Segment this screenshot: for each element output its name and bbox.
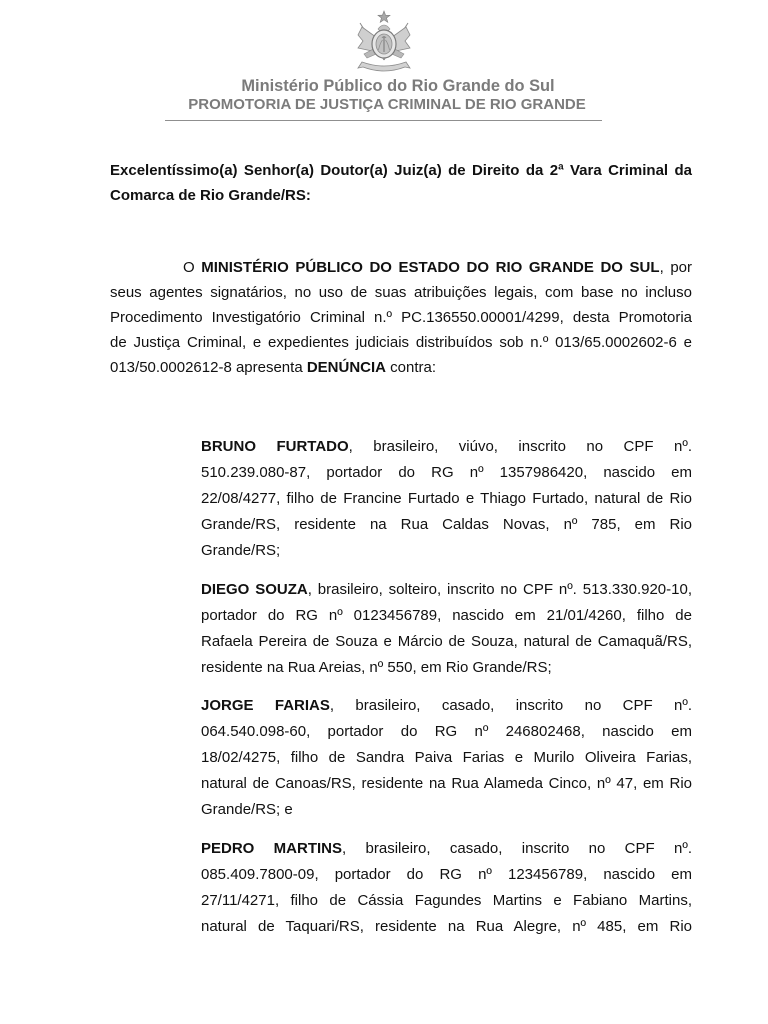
- court-address: [110, 158, 692, 208]
- defendant-paragraph: [201, 836, 692, 940]
- defendant-line: [201, 836, 692, 862]
- address-line: Excelentíssimo(a) Senhor(a) Doutor(a) Juiz(a) de Direito da 2ª Vara Criminal da: [110, 162, 692, 179]
- defendant-line: [201, 693, 692, 719]
- intro-line: [110, 255, 692, 280]
- intro-line: [110, 355, 692, 380]
- defendant-line: 510.239.080-87, portador do RG nº 1357986420, nascido em: [201, 464, 692, 481]
- defendant-name: BRUNO FURTADO: [201, 438, 349, 455]
- defendant-name: DIEGO SOUZA: [201, 580, 308, 598]
- defendant-line: [201, 434, 692, 460]
- defendant-line: Grande/RS;: [201, 542, 281, 559]
- intro-text: 013/50.0002612-8 apresenta: [110, 359, 307, 376]
- intro-text: , por: [659, 259, 693, 276]
- intro-line: de Justiça Criminal, e expedientes judiciais distribuídos sob n.º 013/65.0002602-6 e: [110, 334, 692, 351]
- defendant-line: portador do RG nº 0123456789, nascido em 21/01/4260, filho de: [201, 606, 692, 624]
- defendant-text: , brasileiro, solteiro, inscrito no CPF nº. 513.330.920-10,: [307, 580, 692, 598]
- defendant-line: 22/08/4277, filho de Francine Furtado e Thiago Furtado, natural de Rio: [201, 490, 692, 507]
- intro-paragraph: [110, 255, 692, 380]
- emblem-star: [378, 11, 390, 31]
- defendant-line: [201, 577, 692, 603]
- defendant-text: , brasileiro, casado, inscrito no CPF nº.: [329, 697, 693, 714]
- prosecutor-entity: MINISTÉRIO PÚBLICO DO ESTADO DO RIO GRANDE DO SUL: [201, 259, 660, 276]
- header-divider: [165, 120, 602, 121]
- address-line: Comarca de Rio Grande/RS:: [110, 187, 311, 204]
- defendant-paragraph: [201, 577, 692, 681]
- defendant-line: 18/02/4275, filho de Sandra Paiva Farias e Murilo Oliveira Farias,: [201, 749, 692, 766]
- denuncia-keyword: DENÚNCIA: [306, 359, 387, 376]
- defendants-list: [201, 434, 692, 952]
- defendant-line: 085.409.7800-09, portador do RG nº 123456789, nascido em: [201, 865, 692, 883]
- defendant-line: residente na Rua Areias, nº 550, em Rio Grande/RS;: [201, 658, 552, 676]
- defendant-line: Grande/RS; e: [201, 801, 293, 818]
- institution-name: Ministério Público do Rio Grande do Sul: [241, 77, 555, 95]
- department-name: PROMOTORIA DE JUSTIÇA CRIMINAL DE RIO GRANDE: [188, 96, 586, 113]
- defendant-paragraph: [201, 434, 692, 564]
- intro-line: Procedimento Investigatório Criminal n.º PC.136550.00001/4299, desta Promotoria: [110, 309, 692, 326]
- coat-of-arms-emblem: [355, 10, 413, 74]
- defendant-line: natural de Taquari/RS, residente na Rua Alegre, nº 485, em Rio: [201, 917, 692, 935]
- emblem-shield: [372, 30, 396, 58]
- defendant-name: PEDRO MARTINS: [201, 839, 343, 857]
- defendant-line: Rafaela Pereira de Souza e Márcio de Souza, natural de Camaquã/RS,: [201, 632, 692, 650]
- defendant-line: Grande/RS, residente na Rua Caldas Novas, nº 785, em Rio: [201, 516, 692, 533]
- defendant-line: natural de Canoas/RS, residente na Rua Alameda Cinco, nº 47, em Rio: [201, 775, 692, 792]
- defendant-paragraph: [201, 693, 692, 823]
- intro-line: seus agentes signatários, no uso de suas atribuições legais, com base no incluso: [110, 284, 692, 301]
- intro-text: contra:: [386, 359, 437, 376]
- defendant-line: 27/11/4271, filho de Cássia Fagundes Martins e Fabiano Martins,: [201, 891, 692, 909]
- emblem-ribbon: [358, 62, 410, 71]
- intro-text: O: [183, 259, 202, 276]
- defendant-name: JORGE FARIAS: [201, 697, 330, 714]
- defendant-text: , brasileiro, viúvo, inscrito no CPF nº.: [348, 438, 692, 455]
- defendant-line: 064.540.098-60, portador do RG nº 246802468, nascido em: [201, 723, 692, 740]
- defendant-text: , brasileiro, casado, inscrito no CPF nº.: [342, 839, 692, 857]
